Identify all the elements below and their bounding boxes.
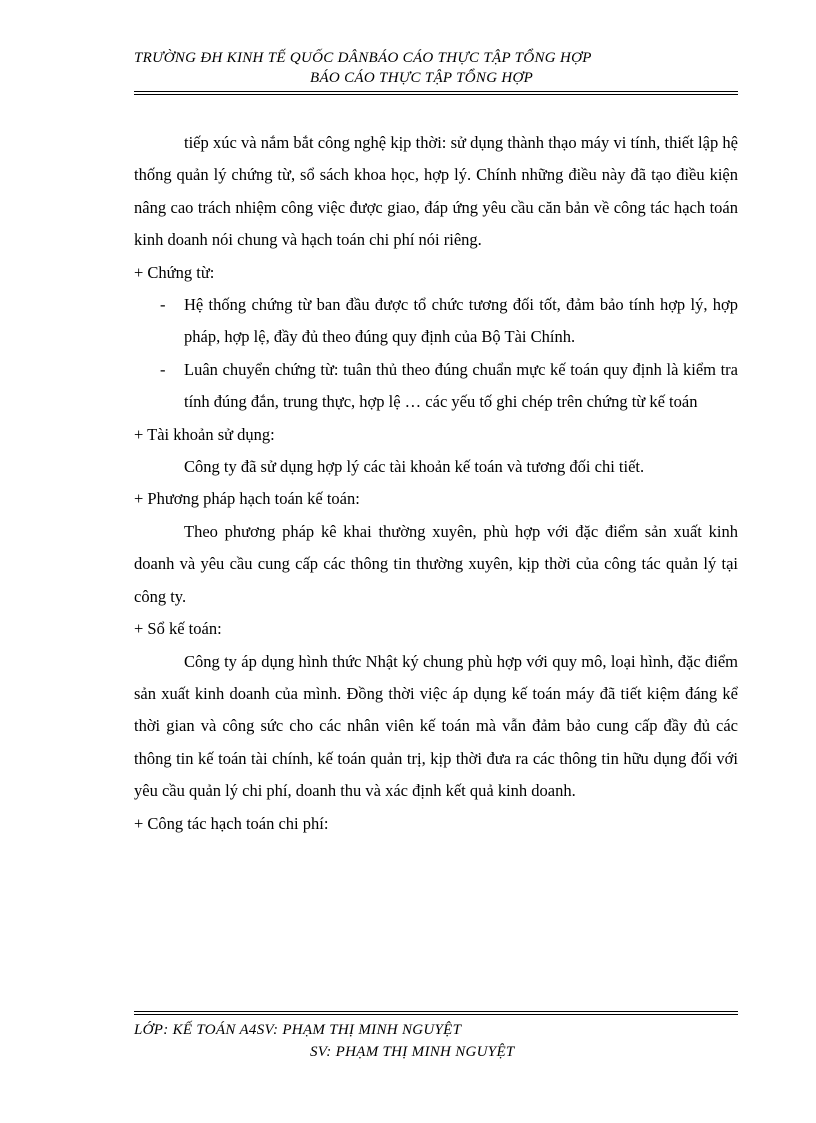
bullet-dash: - xyxy=(160,359,166,379)
footer-line-1: LỚP: KẾ TOÁN A4SV: PHẠM THỊ MINH NGUYỆT xyxy=(134,1022,462,1038)
header-line-2: BÁO CÁO THỰC TẬP TỔNG HỢP xyxy=(310,70,534,86)
footer-line-2: SV: PHẠM THỊ MINH NGUYỆT xyxy=(310,1044,515,1060)
bullet-item-chung-tu-2 xyxy=(134,354,738,419)
heading-cong-tac: + Công tác hạch toán chi phí: xyxy=(134,813,329,833)
heading-chung-tu: + Chứng từ: xyxy=(134,262,215,282)
footer-rule-bottom xyxy=(134,1014,738,1015)
header-line-1: TRƯỜNG ĐH KINH TẾ QUỐC DÂNBÁO CÁO THỰC TẬP TỔNG HỢP xyxy=(134,50,592,66)
page-footer xyxy=(134,1019,738,1063)
header-rule-top xyxy=(134,91,738,92)
bullet-text: Hệ thống chứng từ ban đầu được tổ chức tương đối tốt, đảm bảo tính hợp lý, hợp pháp, hợp lệ, đầy đủ theo đúng quy định của Bộ Tài Chính. xyxy=(184,295,738,347)
heading-tai-khoan: + Tài khoản sử dụng: xyxy=(134,424,275,444)
bullet-text: Luân chuyển chứng từ: tuân thủ theo đúng chuẩn mực kế toán quy định là kiểm tra tính đúng đắn, trung thực, hợp lệ … các yếu tố ghi chép trên chứng từ kế toán xyxy=(184,359,738,412)
heading-phuong-phap: + Phương pháp hạch toán kế toán: xyxy=(134,489,360,509)
bullet-item-chung-tu-1 xyxy=(134,289,738,354)
footer-rule-top xyxy=(134,1011,738,1012)
bullet-dash: - xyxy=(160,295,166,315)
body-content xyxy=(134,127,738,840)
paragraph-tai-khoan: Công ty đã sử dụng hợp lý các tài khoản kế toán và tương đối chi tiết. xyxy=(184,457,645,477)
paragraph-intro: tiếp xúc và nắm bắt công nghệ kịp thời: sử dụng thành thạo máy vi tính, thiết lập hệ thống quản lý chứng từ, sổ sách khoa học, hợp lý. Chính những điều này đã tạo điều kiện nâng cao trách nhiệm công việc được giao, đáp ứng yêu cầu căn bản về công tác hạch toán kinh doanh nói chung và hạch toán chi phí nói riêng. xyxy=(134,133,738,250)
header-rule-bottom xyxy=(134,94,738,95)
heading-so-ke-toan: + Sổ kế toán: xyxy=(134,619,222,639)
page-header xyxy=(134,48,738,88)
paragraph-phuong-phap: Theo phương pháp kê khai thường xuyên, phù hợp với đặc điểm sản xuất kinh doanh và yêu cầu cung cấp các thông tin thường xuyên, kịp thời của công tác quản lý tại công ty. xyxy=(134,521,738,606)
paragraph-so-ke-toan: Công ty áp dụng hình thức Nhật ký chung phù hợp với quy mô, loại hình, đặc điểm sản xuất kinh doanh của mình. Đồng thời việc áp dụng kế toán máy đã tiết kiệm đáng kể thời gian và công sức cho các nhân viên kế toán mà vẫn đảm bảo cung cấp đầy đủ các thông tin kế toán tài chính, kế toán quản trị, kịp thời đưa ra các thông tin hữu dụng đối với yêu cầu quản lý chi phí, doanh thu và xác định kết quả kinh doanh. xyxy=(134,651,738,801)
